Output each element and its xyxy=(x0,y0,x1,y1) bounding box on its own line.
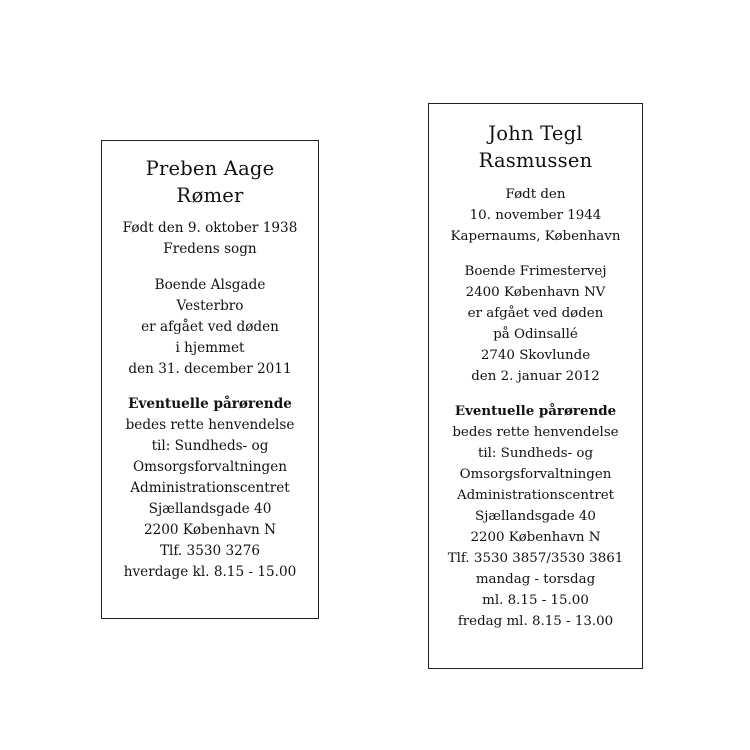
death-line: i hjemmet xyxy=(175,340,245,356)
name-line: Rasmussen xyxy=(478,149,593,172)
deceased-name xyxy=(102,155,318,209)
contact-info xyxy=(429,401,642,632)
death-line: den 31. december 2011 xyxy=(128,361,292,377)
death-line: Vesterbro xyxy=(176,298,244,314)
death-line: Boende Alsgade xyxy=(154,277,266,293)
birth-line: 10. november 1944 xyxy=(469,208,602,223)
death-info xyxy=(429,261,642,387)
contact-line: til: Sundheds- og xyxy=(151,438,269,454)
contact-line: 2200 København N xyxy=(143,522,277,538)
contact-line: Administrationscentret xyxy=(456,488,615,503)
name-line: John Tegl xyxy=(488,122,583,145)
contact-line: Omsorgsforvaltningen xyxy=(459,467,612,482)
contact-line: Tlf. 3530 3857/3530 3861 xyxy=(447,551,624,566)
death-line: Boende Frimestervej xyxy=(464,264,607,279)
contact-line: hverdage kl. 8.15 - 15.00 xyxy=(123,564,297,580)
birth-line: Født den 9. oktober 1938 xyxy=(122,220,298,236)
contact-line: Sjællandsgade 40 xyxy=(475,509,596,524)
death-line: 2400 København NV xyxy=(465,285,606,300)
birth-info xyxy=(429,184,642,247)
death-line: den 2. januar 2012 xyxy=(471,369,600,384)
death-line: på Odinsallé xyxy=(493,327,578,342)
birth-line: Kapernaums, København xyxy=(450,229,621,244)
death-line: 2740 Skovlunde xyxy=(480,348,591,363)
contact-line: bedes rette henvendelse xyxy=(125,417,295,433)
name-line: Rømer xyxy=(176,184,244,207)
death-line: er afgået ved døden xyxy=(467,306,604,321)
contact-line: mandag - torsdag xyxy=(475,572,596,587)
death-notice-romer xyxy=(101,140,319,619)
contact-line: 2200 København N xyxy=(470,530,601,545)
contact-info xyxy=(102,394,318,583)
contact-line: Administrationscentret xyxy=(130,480,290,496)
birth-info xyxy=(102,218,318,260)
death-notice-rasmussen xyxy=(428,103,643,669)
contact-line: fredag ml. 8.15 - 13.00 xyxy=(457,614,614,629)
contact-line: til: Sundheds- og xyxy=(477,446,594,461)
contact-heading: Eventuelle pårørende xyxy=(454,403,617,419)
contact-line: Omsorgsforvaltningen xyxy=(132,459,288,475)
contact-line: bedes rette henvendelse xyxy=(452,425,619,440)
death-line: er afgået ved døden xyxy=(141,319,279,335)
contact-line: ml. 8.15 - 15.00 xyxy=(482,593,589,608)
contact-heading: Eventuelle pårørende xyxy=(128,396,292,412)
death-info xyxy=(102,275,318,380)
birth-line: Født den xyxy=(505,187,566,202)
name-line: Preben Aage xyxy=(145,157,275,180)
contact-line: Tlf. 3530 3276 xyxy=(159,543,261,559)
contact-line: Sjællandsgade 40 xyxy=(148,501,272,517)
deceased-name xyxy=(429,120,642,174)
birth-line: Fredens sogn xyxy=(163,241,257,257)
